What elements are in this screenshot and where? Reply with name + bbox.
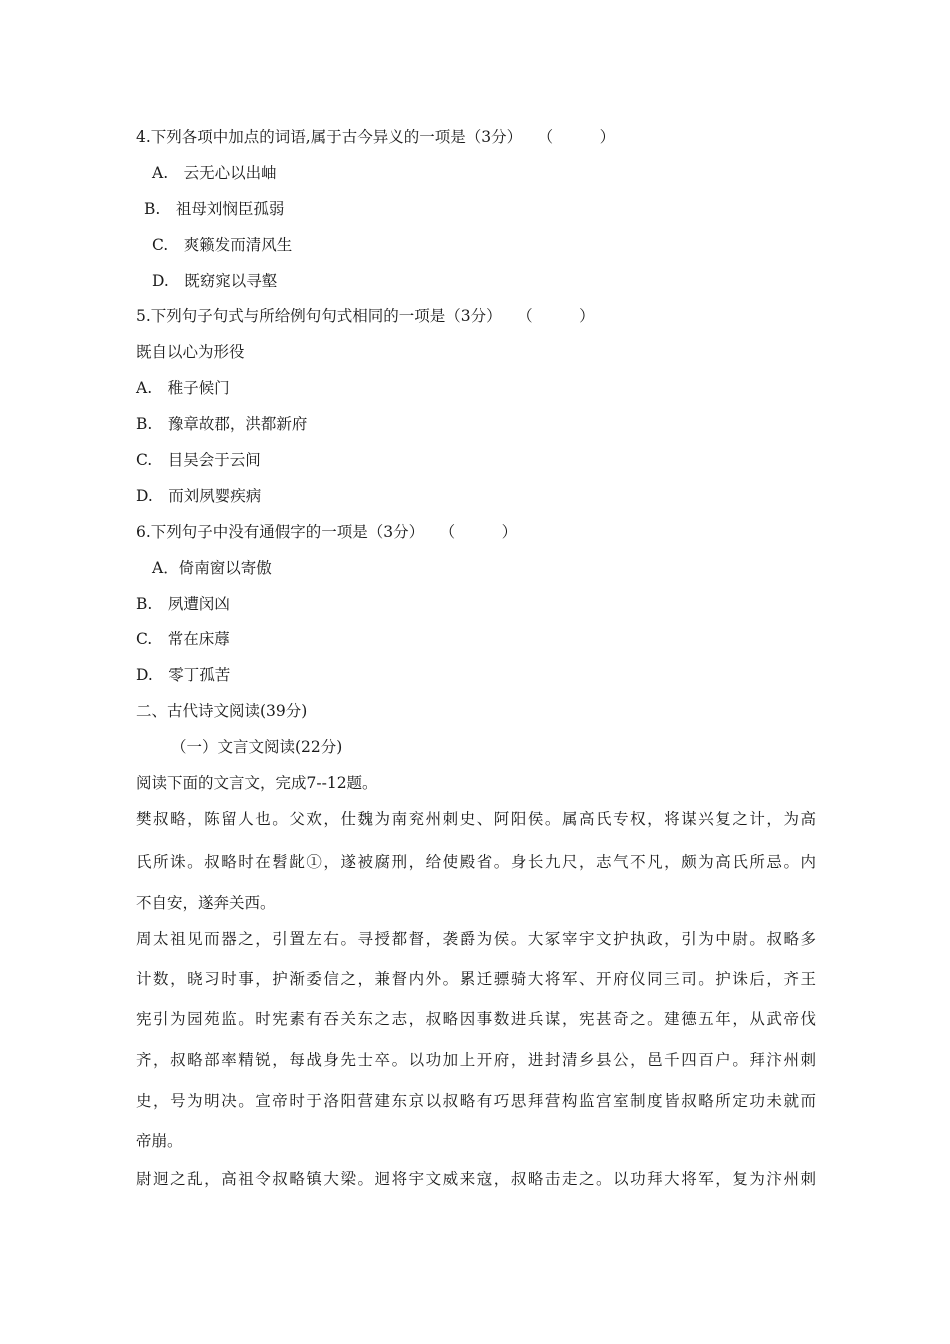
question-5-option-c: C. 目吴会于云间 [136,451,261,469]
section-2-sub-heading: （一）文言文阅读(22分) [171,738,343,756]
question-5-stem: 5.下列句子句式与所给例句句式相同的一项是（3分） （ ） [136,307,595,325]
passage-p1-line-2: 氏所诛。叔略时在髫龀①，遂被腐刑，给使殿省。身长九尺，志气不凡，颇为高氏所忌。内 [136,853,816,871]
passage-p2-line-3: 宪引为园苑监。时宪素有吞关东之志，叔略因事数进兵谋，宪甚奇之。建德五年，从武帝伐 [136,1010,816,1028]
question-6-option-d: D. 零丁孤苦 [136,666,231,684]
question-4-option-a: A. 云无心以出岫 [152,164,277,182]
question-4-option-b: B. 祖母刘悯臣孤弱 [144,200,285,218]
passage-p2-line-1: 周太祖见而器之，引置左右。寻授都督，袭爵为侯。大冢宰宇文护执政，引为中尉。叔略多 [136,930,816,948]
passage-p1-line-3: 不自安，遂奔关西。 [136,894,276,912]
passage-p3-line-1: 尉迥之乱，高祖令叔略镇大梁。迥将宇文威来寇，叔略击走之。以功拜大将军，复为汴州刺 [136,1170,816,1188]
question-6-option-c: C. 常在床蓐 [136,630,230,648]
question-5-option-d: D. 而刘夙婴疾病 [136,487,262,505]
passage-p1-line-1: 樊叔略，陈留人也。父欢，仕魏为南兖州刺史、阿阳侯。属高氏专权，将谋兴复之计，为高 [136,810,816,828]
passage-p2-line-5: 史，号为明决。宣帝时于洛阳营建东京以叔略有巧思拜营构监宫室制度皆叔略所定功未就而 [136,1092,816,1110]
section-2-heading: 二、古代诗文阅读(39分) [136,702,308,720]
question-6-option-b: B. 夙遭闵凶 [136,595,230,613]
reading-instruction: 阅读下面的文言文，完成7--12题。 [136,774,378,792]
passage-p2-line-6: 帝崩。 [136,1132,183,1150]
question-6-option-a: A．倚南窗以寄傲 [152,559,272,577]
question-4-option-d: D. 既窈窕以寻壑 [152,272,278,290]
question-5-option-b: B. 豫章故郡，洪都新府 [136,415,308,433]
passage-p2-line-4: 齐，叔略部率精锐，每战身先士卒。以功加上开府，进封清乡县公，邑千四百户。拜汴州刺 [136,1051,816,1069]
question-5-example: 既自以心为形役 [136,343,245,361]
question-6-stem: 6.下列句子中没有通假字的一项是（3分） （ ） [136,523,518,541]
question-4-option-c: C. 爽籁发而清风生 [152,236,293,254]
passage-p2-line-2: 计数，晓习时事，护渐委信之，兼督内外。累迁骠骑大将军、开府仪同三司。护诛后，齐王 [136,970,816,988]
question-5-option-a: A. 稚子候门 [136,379,230,397]
question-4-stem: 4.下列各项中加点的词语,属于古今异义的一项是（3分） （ ） [136,128,616,146]
